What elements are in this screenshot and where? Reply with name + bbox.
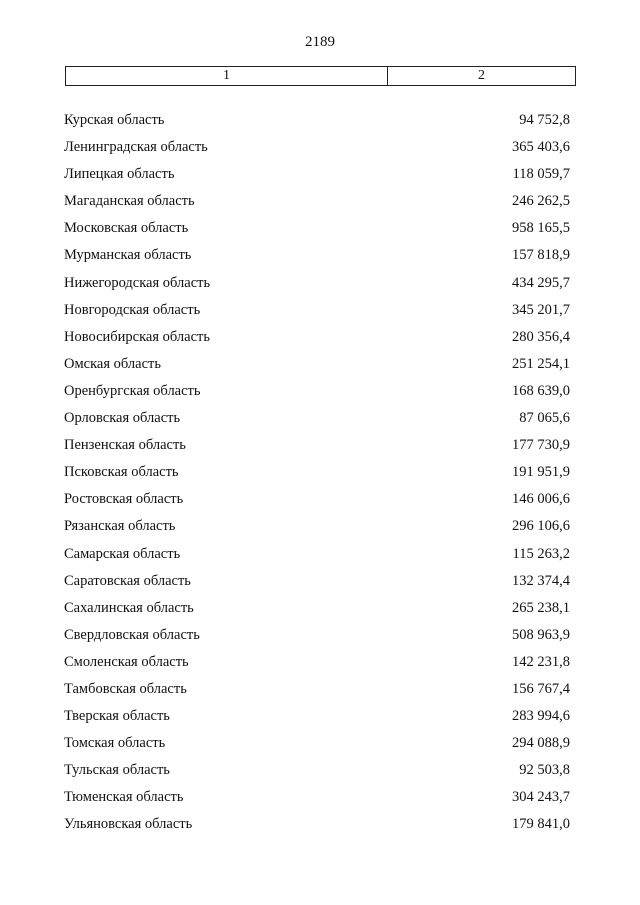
- column-header-2: 2: [478, 68, 485, 83]
- table-row: [0, 787, 640, 814]
- region-value: 92 503,8: [519, 762, 570, 779]
- region-value: 345 201,7: [512, 301, 570, 318]
- region-name: Липецкая область: [64, 166, 175, 183]
- region-value: 508 963,9: [512, 626, 570, 643]
- region-name: Новгородская область: [64, 301, 201, 318]
- table-row: [0, 706, 640, 733]
- region-value: 958 165,5: [512, 220, 570, 237]
- region-name: Нижегородская область: [64, 274, 211, 291]
- table-row: [0, 191, 640, 218]
- page-number: 2189: [305, 34, 335, 50]
- region-value: 118 059,7: [512, 166, 570, 183]
- region-value: 265 238,1: [512, 599, 570, 616]
- table-row: [0, 516, 640, 543]
- region-value: 168 639,0: [512, 382, 570, 399]
- region-value: 115 263,2: [512, 545, 570, 562]
- region-value: 283 994,6: [512, 708, 570, 725]
- table-row: [0, 354, 640, 381]
- table-row: [0, 273, 640, 300]
- table-row: [0, 733, 640, 760]
- region-value: 191 951,9: [512, 464, 570, 481]
- region-name: Пензенская область: [64, 437, 186, 454]
- table-row: [0, 300, 640, 327]
- table-row: [0, 381, 640, 408]
- table-row: [0, 408, 640, 435]
- region-value: 177 730,9: [512, 437, 570, 454]
- table-row: [0, 652, 640, 679]
- region-name: Тамбовская область: [64, 680, 187, 697]
- region-name: Тульская область: [64, 762, 170, 779]
- table-row: [0, 327, 640, 354]
- table-row: [0, 164, 640, 191]
- region-name: Мурманская область: [64, 247, 192, 264]
- region-value: 246 262,5: [512, 193, 570, 210]
- region-value: 156 767,4: [512, 680, 570, 697]
- table-row: [0, 245, 640, 272]
- region-value: 294 088,9: [512, 735, 570, 752]
- region-value: 280 356,4: [512, 328, 570, 345]
- region-value: 434 295,7: [512, 274, 570, 291]
- region-value: 296 106,6: [512, 518, 570, 535]
- region-name: Оренбургская область: [64, 382, 201, 399]
- column-header-1: 1: [66, 67, 388, 85]
- region-name: Саратовская область: [64, 572, 191, 589]
- table-row: [0, 679, 640, 706]
- region-name: Томская область: [64, 735, 166, 752]
- region-value: 146 006,6: [512, 491, 570, 508]
- table-row: [0, 625, 640, 652]
- region-value: 365 403,6: [512, 139, 570, 156]
- region-name: Рязанская область: [64, 518, 176, 535]
- region-name: Ульяновская область: [64, 816, 193, 833]
- table-row: [0, 598, 640, 625]
- table-row: [0, 110, 640, 137]
- region-name: Магаданская область: [64, 193, 195, 210]
- region-name: Тюменская область: [64, 789, 184, 806]
- column-header-table: [65, 66, 576, 86]
- region-value: 142 231,8: [512, 653, 570, 670]
- region-value: 157 818,9: [512, 247, 570, 264]
- region-name: Смоленская область: [64, 653, 189, 670]
- table-row: [0, 571, 640, 598]
- region-name: Омская область: [64, 355, 161, 372]
- region-name: Новосибирская область: [64, 328, 210, 345]
- table-row: [0, 462, 640, 489]
- table-row: [0, 218, 640, 245]
- region-name: Ростовская область: [64, 491, 184, 508]
- region-value: 304 243,7: [512, 789, 570, 806]
- region-value: 179 841,0: [512, 816, 570, 833]
- region-name: Тверская область: [64, 708, 170, 725]
- region-name: Сахалинская область: [64, 599, 194, 616]
- table-row: [0, 544, 640, 571]
- region-value: 94 752,8: [519, 112, 570, 128]
- region-name: Курская область: [64, 112, 165, 128]
- region-name: Свердловская область: [64, 626, 200, 643]
- region-value: 87 065,6: [519, 410, 570, 427]
- table-row: [0, 435, 640, 462]
- region-name: Ленинградская область: [64, 139, 208, 156]
- region-name: Самарская область: [64, 545, 181, 562]
- table-row: [0, 760, 640, 787]
- region-name: Орловская область: [64, 410, 181, 427]
- region-value: 251 254,1: [512, 355, 570, 372]
- table-row: [0, 814, 640, 841]
- region-value: 132 374,4: [512, 572, 570, 589]
- region-table-body: [0, 110, 640, 842]
- region-name: Псковская область: [64, 464, 179, 481]
- region-name: Московская область: [64, 220, 189, 237]
- table-row: [0, 137, 640, 164]
- table-row: [0, 489, 640, 516]
